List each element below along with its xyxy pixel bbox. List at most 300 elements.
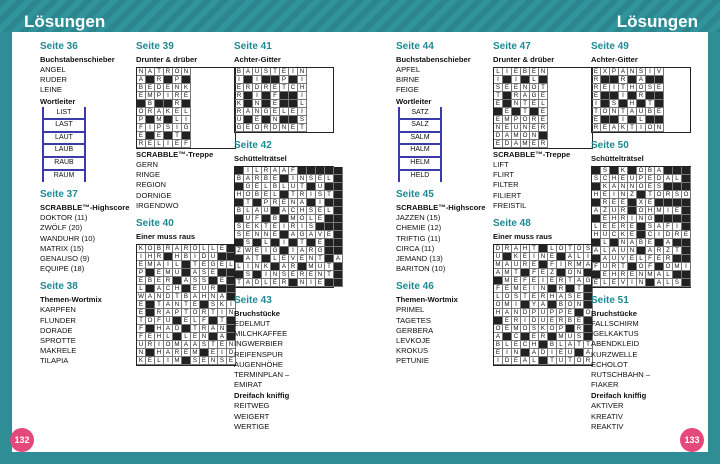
grid-cell: M [191,349,200,357]
grid-cell: R [619,271,628,279]
answer-line: CHEMIE (12) [396,223,442,233]
grid-cell [146,301,155,309]
grid-cell [271,76,280,84]
section-subtitle: Buchstabenschieber [396,55,471,64]
grid-cell: B [235,175,244,183]
grid-cell: R [664,255,673,263]
answer-line: CIRCA (11) [396,243,435,253]
answer-line: FLIRT [493,170,514,180]
grid-cell: E [289,124,298,132]
grid-cell: S [316,191,325,199]
grid-cell: M [655,207,664,215]
grid-cell: N [521,84,530,92]
grid-cell: N [298,175,307,183]
grid-cell: R [164,277,173,285]
grid-cell: I [244,263,253,271]
grid-cell: U [262,207,271,215]
grid-cell [244,92,253,100]
grid-cell [325,223,334,231]
grid-cell: H [235,191,244,199]
grid-cell: C [646,231,655,239]
grid-cell: E [209,349,218,357]
grid-cell: S [200,277,209,285]
grid-cell: I [253,76,262,84]
grid-cell [262,100,271,108]
grid-cell: G [271,247,280,255]
grid-cell: E [628,231,637,239]
grid-cell: M [521,140,530,148]
answer-line: GENAUSO (9) [40,253,90,263]
grid-cell [628,199,637,207]
grid-cell: K [235,100,244,108]
grid-cell: R [173,100,182,108]
grid-cell: A [494,333,503,341]
grid-cell: M [512,285,521,293]
grid-cell: S [200,269,209,277]
grid-cell: S [307,223,316,231]
section-title: Seite 49 [591,41,629,52]
grid-cell [271,263,280,271]
grid-cell [289,279,298,287]
grid-cell: E [253,183,262,191]
grid-cell [539,76,548,84]
grid-cell: E [503,285,512,293]
grid-cell: A [191,293,200,301]
grid-cell [664,215,673,223]
grid-cell: H [530,341,539,349]
grid-cell: W [137,293,146,301]
grid-cell [592,255,601,263]
grid-cell: R [539,333,548,341]
grid-cell: S [244,239,253,247]
grid-cell: R [271,199,280,207]
grid-cell: E [235,84,244,92]
grid-cell: T [271,68,280,76]
grid-cell: E [173,140,182,148]
grid-cell: A [521,92,530,100]
grid-cell [271,239,280,247]
ladder-rung: LAUB [44,145,84,158]
grid-cell: E [530,293,539,301]
grid-cell: O [655,191,664,199]
grid-cell: R [155,253,164,261]
answer-line: FIAKER [591,380,619,390]
grid-cell: R [592,84,601,92]
grid-cell: I [244,167,253,175]
answer-line: GERBERA [396,325,434,335]
grid-cell [601,92,610,100]
grid-cell: E [227,357,236,365]
grid-cell [325,199,334,207]
grid-cell: U [244,215,253,223]
grid-cell: Z [628,191,637,199]
grid-cell: B [271,183,280,191]
grid-cell [155,100,164,108]
grid-cell: I [512,76,521,84]
grid-cell: F [155,317,164,325]
grid-cell: A [280,207,289,215]
grid-cell: H [592,191,601,199]
grid-cell [325,183,334,191]
grid-cell: I [262,247,271,255]
grid-cell: H [173,285,182,293]
grid-cell [280,175,289,183]
grid-cell: E [655,84,664,92]
grid-cell [673,215,682,223]
grid-cell: F [664,223,673,231]
grid-cell: T [325,191,334,199]
grid-cell: N [209,293,218,301]
grid-cell: O [146,317,155,325]
grid-cell: S [164,124,173,132]
grid-cell [628,207,637,215]
grid-cell: L [253,167,262,175]
grid-cell: N [271,271,280,279]
grid-cell: E [628,255,637,263]
grid-cell: E [316,239,325,247]
grid-cell: O [244,191,253,199]
left-column-2 [136,40,236,366]
grid-cell [289,100,298,108]
grid-cell: I [584,253,593,261]
grid-cell: I [316,199,325,207]
grid-cell: E [592,279,601,287]
grid-cell: L [271,191,280,199]
grid-cell: O [637,84,646,92]
grid-cell: L [307,215,316,223]
grid-cell [503,100,512,108]
grid-cell: E [182,317,191,325]
section-subtitle: Achter-Gitter [234,55,281,64]
grid-cell: S [200,341,209,349]
answer-line: REGION [136,180,166,190]
grid-cell: E [601,223,610,231]
grid-cell [521,349,530,357]
grid-cell: M [173,341,182,349]
grid-cell: E [592,116,601,124]
grid-cell: P [548,309,557,317]
grid-cell: A [655,223,664,231]
grid-cell: A [655,167,664,175]
grid-cell [235,255,244,263]
grid-cell: F [182,140,191,148]
grid-cell: E [610,199,619,207]
grid-cell: N [173,301,182,309]
grid-cell: L [209,245,218,253]
grid-cell: X [601,68,610,76]
grid-cell [539,341,548,349]
grid-cell: G [182,124,191,132]
grid-cell: D [173,325,182,333]
grid-cell [601,116,610,124]
section-subtitle: Dreifach kniffig [591,391,647,401]
section-subtitle: Schüttelträtsel [234,154,287,163]
grid-cell: F [289,167,298,175]
grid-cell: K [253,223,262,231]
grid-cell: T [566,277,575,285]
grid-cell: E [628,271,637,279]
answer-line: ABENDKLEID [591,339,640,349]
grid-cell: H [610,175,619,183]
grid-cell [244,76,253,84]
grid-cell: B [253,191,262,199]
grid-cell: O [575,245,584,253]
grid-cell [494,108,503,116]
grid-cell: U [557,357,566,365]
grid-cell [682,223,691,231]
grid-cell: T [325,271,334,279]
page-number-right: 133 [680,428,704,452]
grid-cell [146,269,155,277]
grid-cell: N [253,100,262,108]
answer-line: BARITON (10) [396,264,446,274]
grid-cell: I [182,116,191,124]
grid-cell [289,76,298,84]
grid-cell: L [173,261,182,269]
grid-cell: D [521,309,530,317]
puzzle-grid [234,166,341,288]
grid-cell: I [530,285,539,293]
grid-cell: O [530,84,539,92]
grid-cell [494,277,503,285]
grid-cell [334,231,343,239]
grid-cell: F [137,325,146,333]
grid-cell: A [646,247,655,255]
grid-cell [235,167,244,175]
grid-cell: I [307,191,316,199]
section-title: Seite 41 [234,41,272,52]
section-title: Seite 45 [396,189,434,201]
grid-cell: T [628,124,637,132]
grid-cell [334,215,343,223]
grid-cell: E [512,341,521,349]
grid-cell: D [530,317,539,325]
grid-cell: C [521,341,530,349]
grid-cell: E [271,231,280,239]
grid-cell: R [289,263,298,271]
grid-cell: A [584,349,593,357]
grid-cell: E [289,108,298,116]
grid-cell [610,76,619,84]
grid-cell: T [209,341,218,349]
grid-cell: I [137,253,146,261]
grid-cell [682,255,691,263]
answer-line: DORADE [40,325,73,335]
grid-cell [628,92,637,100]
grid-cell: T [521,293,530,301]
grid-cell: N [298,68,307,76]
answer-line: FILIERT [493,190,522,200]
grid-cell: A [601,255,610,263]
grid-cell [539,357,548,365]
grid-cell: L [601,279,610,287]
grid-cell: A [209,325,218,333]
grid-cell: E [137,132,146,140]
grid-cell: R [298,191,307,199]
answer-line: EDELMUT [234,319,271,328]
grid-cell: E [646,239,655,247]
grid-cell [628,263,637,271]
grid-cell [655,239,664,247]
grid-cell [325,247,334,255]
grid-cell [325,255,334,263]
grid-cell: U [637,108,646,116]
grid-cell: R [298,271,307,279]
grid-cell: E [494,349,503,357]
grid-cell: E [280,68,289,76]
grid-cell [334,207,343,215]
grid-cell: M [512,325,521,333]
grid-cell: A [244,108,253,116]
grid-cell: E [494,140,503,148]
grid-cell: L [298,100,307,108]
grid-cell: F [271,92,280,100]
grid-cell: R [539,140,548,148]
grid-cell: R [262,124,271,132]
grid-cell: O [494,301,503,309]
grid-cell: B [521,68,530,76]
grid-cell: O [646,124,655,132]
grid-cell: R [637,92,646,100]
grid-cell: E [271,223,280,231]
grid-cell: R [673,231,682,239]
grid-cell: H [298,207,307,215]
grid-cell [539,132,548,140]
grid-cell: N [628,247,637,255]
grid-cell: I [664,207,673,215]
grid-cell [173,277,182,285]
grid-cell: A [575,277,584,285]
ladder-rung: HELM [400,158,440,171]
grid-cell: E [655,108,664,116]
grid-cell [682,279,691,287]
grid-cell [539,261,548,269]
grid-cell: P [610,68,619,76]
grid-cell [289,239,298,247]
grid-cell: E [530,261,539,269]
answer-line: TILAPIA [40,356,69,366]
grid-cell: T [521,100,530,108]
grid-cell: E [592,92,601,100]
left-page [12,32,362,452]
grid-cell: A [664,239,673,247]
grid-cell [280,191,289,199]
grid-cell: A [503,261,512,269]
grid-cell: A [155,261,164,269]
grid-cell: S [262,68,271,76]
grid-cell: E [503,325,512,333]
grid-cell: U [610,255,619,263]
grid-cell [521,269,530,277]
grid-cell [592,239,601,247]
grid-cell: S [673,191,682,199]
grid-cell: A [182,277,191,285]
section-subtitle: SCRABBLE™-Highscore [40,203,130,213]
grid-cell: R [289,223,298,231]
grid-cell: T [619,84,628,92]
grid-cell [182,100,191,108]
grid-cell: P [155,92,164,100]
answer-line: AKTIVER [591,401,624,411]
grid-cell [610,92,619,100]
grid-cell [682,271,691,279]
answer-line: REIFENSPUR [234,349,283,359]
grid-cell: R [512,92,521,100]
grid-cell: A [191,269,200,277]
section-title: Seite 48 [493,218,531,230]
grid-cell: E [530,277,539,285]
section-subtitle: SCRABBLE™-Treppe [493,150,571,159]
grid-cell: Z [235,247,244,255]
grid-cell: A [280,167,289,175]
grid-cell: N [512,349,521,357]
grid-cell: E [601,215,610,223]
grid-cell: H [628,100,637,108]
grid-cell: F [137,333,146,341]
answer-line: MILCHKAFFEE [234,329,288,339]
grid-cell: R [244,84,253,92]
grid-cell: E [289,271,298,279]
grid-cell [619,100,628,108]
grid-cell: B [235,68,244,76]
grid-cell: R [262,167,271,175]
grid-cell [137,100,146,108]
left-column-3 [234,40,341,432]
grid-cell: E [512,68,521,76]
grid-cell [592,215,601,223]
grid-cell: L [155,140,164,148]
grid-cell [646,92,655,100]
grid-cell: T [619,263,628,271]
grid-cell [235,199,244,207]
grid-cell: O [521,116,530,124]
grid-cell: R [655,247,664,255]
grid-cell: S [298,116,307,124]
grid-cell: M [503,269,512,277]
grid-cell [655,76,664,84]
grid-cell [334,247,343,255]
grid-cell: R [146,341,155,349]
grid-cell [280,92,289,100]
grid-cell: A [637,76,646,84]
grid-cell: N [209,357,218,365]
grid-cell: E [316,279,325,287]
answer-line: EQUIPE (18) [40,264,85,274]
grid-cell [325,239,334,247]
grid-cell: R [619,215,628,223]
grid-cell: T [218,317,227,325]
grid-cell: N [155,293,164,301]
grid-cell: E [316,207,325,215]
grid-cell: I [503,349,512,357]
puzzle-grid [136,244,236,366]
grid-cell: A [164,309,173,317]
grid-cell: R [200,325,209,333]
grid-cell: E [521,285,530,293]
answer-line: KREATIV [591,411,623,421]
grid-cell: C [610,231,619,239]
grid-cell: L [637,255,646,263]
grid-cell: A [655,271,664,279]
section-title: Seite 40 [136,218,174,230]
grid-cell: E [503,108,512,116]
answer-line: TRIFTIG (11) [396,233,441,243]
grid-cell: D [164,293,173,301]
answer-line: IRGENDWO [136,200,179,210]
grid-cell: K [539,325,548,333]
grid-cell: S [584,245,593,253]
grid-cell: I [610,84,619,92]
